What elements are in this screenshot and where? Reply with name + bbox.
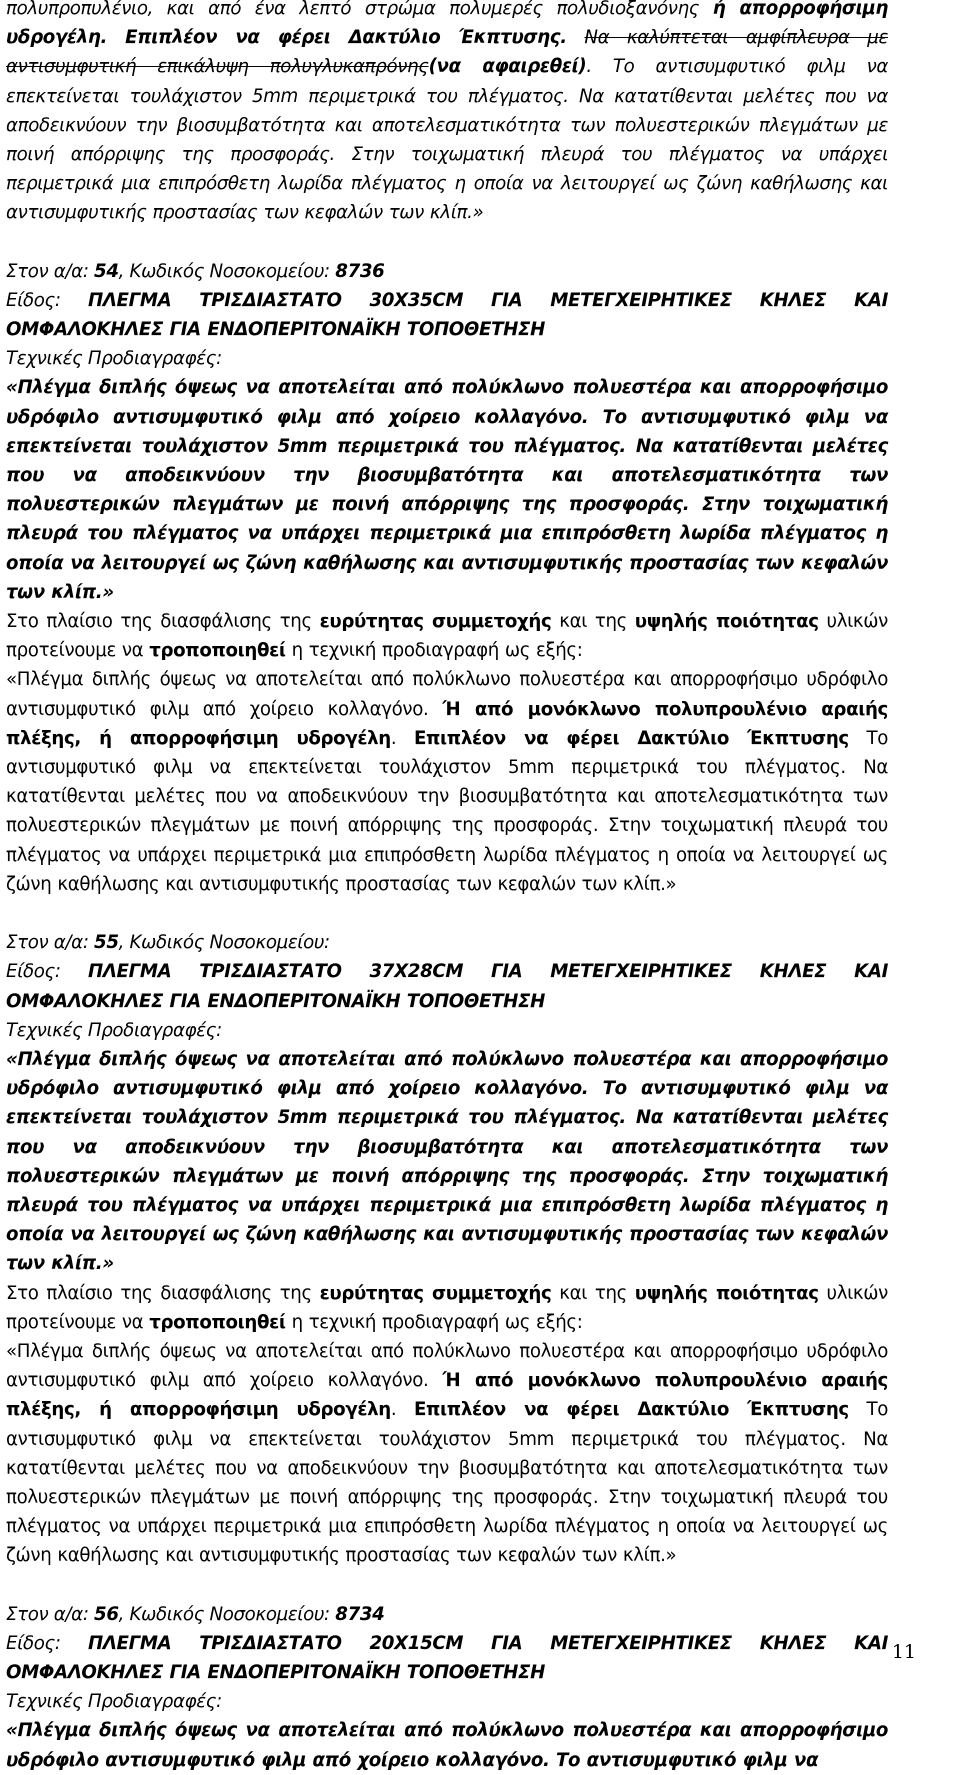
type-label: Είδος: [6,1632,88,1654]
page-number: 11 [891,1641,916,1663]
proposal-text [6,665,888,899]
bold-text-run: Επιπλέον να φέρει Δακτύλιο Έκπτυσης [413,727,849,749]
text-run: «Πλέγμα διπλής όψεως να αποτελείται από πολύκλωνο πολυεστέρα και απορροφήσιμο υδρόφιλο αντισυμφυτικό φιλμ από χοίρειο κολλαγόνο. [6,1340,888,1392]
type-value: ΠΛΕΓΜΑ ΤΡΙΣΔΙΑΣΤΑΤΟ 20Χ15CM ΓΙΑ ΜΕΤΕΓΧΕΙΡΗΤΙΚΕΣ ΚΗΛΕΣ ΚΑΙ ΟΜΦΑΛΟΚΗΛΕΣ ΓΙΑ ΕΝΔΟΠΕΡΙΤΟΝΑΪΚΗ ΤΟΠΟΘΕΤΗΣΗ [6,1632,888,1683]
item-section-55 [6,928,888,1570]
text-run: Το αντισυμφυτικό φιλμ να επεκτείνεται τουλάχιστον 5mm περιμετρικά του πλέγματος. Να κατατίθενται μελέτες που να αποδεικνύουν την βιοσυμβατότητα και αποτελεσματικότητα των πολυεστερικών πλεγμάτων με ποινή απόρριψης της προσφοράς. Στην τοιχωματική πλευρά του πλέγματος να υπάρχει περιμετρικά μια επιπρόσθετη λωρίδα πλέγματος η οποία να λειτουργεί ως ζώνη καθήλωσης και αντισυμφυτικής προστασίας των κεφαλών των κλίπ.» [6,1399,888,1567]
type-value: ΠΛΕΓΜΑ ΤΡΙΣΔΙΑΣΤΑΤΟ 30Χ35CM ΓΙΑ ΜΕΤΕΓΧΕΙΡΗΤΙΚΕΣ ΚΗΛΕΣ ΚΑΙ ΟΜΦΑΛΟΚΗΛΕΣ ΓΙΑ ΕΝΔΟΠΕΡΙΤΟΝΑΪΚΗ ΤΟΠΟΘΕΤΗΣΗ [6,289,888,341]
hospital-code: 8736 [335,260,385,282]
aa-number: 55 [94,932,119,954]
struck-text-run: Να καλύπτεται αμφίπλευρα με αντισυμφυτική επικάλυψη πολυγλυκαπρόνης [6,27,888,78]
text-run [567,27,585,48]
item-header [6,257,888,286]
item-section-56 [6,1600,888,1775]
continued-paragraph [6,0,888,228]
proposal-intro [6,607,888,665]
code-label: , Κωδικός Νοσοκομείου: [118,1603,336,1625]
hospital-code: 8734 [335,1603,385,1625]
proposal-intro [6,1279,888,1337]
code-label: , Κωδικός Νοσοκομείου: [118,260,336,282]
specs-label: Τεχνικές Προδιαγραφές: [6,1019,222,1041]
bold-text-run: ευρύτητας συμμετοχής [319,1282,552,1304]
specs-label: Τεχνικές Προδιαγραφές: [6,348,222,370]
text-run: και της [551,611,635,633]
bold-text-run: υψηλής ποιότητας [634,611,819,633]
aa-number: 54 [94,260,119,282]
type-label: Είδος: [6,961,88,983]
specs-label: Τεχνικές Προδιαγραφές: [6,1691,222,1713]
item-header [6,1600,888,1629]
bold-text-run: (να αφαιρεθεί) [428,56,587,78]
bold-text-run: Ή από μονόκλωνο πολυπρουλένιο αραιής πλέξης, ή απορροφήσιμη υδρογέλη [6,1370,888,1421]
bold-text-run: Ή από μονόκλωνο πολυπρουλένιο αραιής πλέξης, ή απορροφήσιμη υδρογέλη [6,698,888,749]
text-run: πολυπροπυλένιο, και από ένα λεπτό στρώμα πολυμερές πολυδιοξανόνης [6,0,713,19]
aa-label: Στον α/α: [6,260,95,282]
spacer [6,228,888,257]
bold-text-run: Επιπλέον να φέρει Δακτύλιο Έκπτυσης [413,1399,849,1421]
item-type [6,1629,888,1687]
text-run: . [390,727,414,749]
spec-text: «Πλέγμα διπλής όψεως να αποτελείται από πολύκλωνο πολυεστέρα και απορροφήσιμο υδρόφιλο αντισυμφυτικό φιλμ από χοίρειο κολλαγόνο. Το αντισυμφυτικό φιλμ να επεκτείνεται τουλάχιστον 5mm περιμετρικά του πλέγματος. Να κατατίθενται μελέτες που να αποδεικνύουν την βιοσυμβατότητα και αποτελεσματικότητα των πολυεστερικών πλεγμάτων με ποινή απόρριψης της προσφοράς. Στην τοιχωματική πλευρά του πλέγματος να υπάρχει περιμετρικά μια επιπρόσθετη λωρίδα πλέγματος η οποία να λειτουργεί ως ζώνη καθήλωσης και αντισυμφυτικής προστασίας των κεφαλών των κλίπ.» [6,1048,888,1275]
bold-text-run: τροποποιηθεί [149,1311,286,1333]
text-run: και της [551,1282,635,1304]
bold-text-run: ευρύτητας συμμετοχής [319,611,552,633]
aa-label: Στον α/α: [6,932,95,954]
spec-text: «Πλέγμα διπλής όψεως να αποτελείται από πολύκλωνο πολυεστέρα και απορροφήσιμο υδρόφιλο αντισυμφυτικό φιλμ από χοίρειο κολλαγόνο. Το αντισυμφυτικό φιλμ να επεκτείνεται τουλάχιστον 5mm περιμετρικά του πλέγματος. Να κατατίθενται μελέτες που να αποδεικνύουν την βιοσυμβατότητα και αποτελεσματικότητα των πολυεστερικών πλεγμάτων με ποινή απόρριψης της προσφοράς. Στην τοιχωματική πλευρά του πλέγματος να υπάρχει περιμετρικά μια επιπρόσθετη λωρίδα πλέγματος η οποία να λειτουργεί ως ζώνη καθήλωσης και αντισυμφυτικής προστασίας των κεφαλών των κλίπ.» [6,377,888,603]
text-run: υλικών προτείνουμε να [6,611,888,662]
aa-number: 56 [94,1603,119,1625]
text-run: . Το αντισυμφυτικό φιλμ να επεκτείνεται τουλάχιστον 5mm περιμετρικά του πλέγματος. Να κατατίθενται μελέτες που να αποδεικνύουν την βιοσυμβατότητα και αποτελεσματικότητα των πολυεστερικών πλεγμάτων με ποινή απόρριψης της προσφοράς. Στην τοιχωματική πλευρά του πλέγματος να υπάρχει περιμετρικά μια επιπρόσθετη λωρίδα πλέγματος η οποία να λειτουργεί ως ζώνη καθήλωσης και αντισυμφυτικής προστασίας των κεφαλών των κλίπ.» [6,56,889,224]
document-page [6,0,888,1775]
type-value: ΠΛΕΓΜΑ ΤΡΙΣΔΙΑΣΤΑΤΟ 37Χ28CM ΓΙΑ ΜΕΤΕΓΧΕΙΡΗΤΙΚΕΣ ΚΗΛΕΣ ΚΑΙ ΟΜΦΑΛΟΚΗΛΕΣ ΓΙΑ ΕΝΔΟΠΕΡΙΤΟΝΑΪΚΗ ΤΟΠΟΘΕΤΗΣΗ [6,961,888,1012]
code-label: , Κωδικός Νοσοκομείου: [118,932,330,954]
text-run: η τεχνική προδιαγραφή ως εξής: [285,1311,583,1333]
proposal-text [6,1337,888,1571]
item-type [6,286,888,344]
bold-text-run: ή απορροφήσιμη υδρογέλη. Επιπλέον να φέρει Δακτύλιο Έκπτυσης. [6,0,888,49]
type-label: Είδος: [6,289,88,311]
text-run: Στο πλαίσιο της διασφάλισης της [6,611,320,633]
item-section-54 [6,257,888,899]
spacer [6,899,888,928]
text-run: «Πλέγμα διπλής όψεως να αποτελείται από πολύκλωνο πολυεστέρα και απορροφήσιμο υδρόφιλο αντισυμφυτικό φιλμ από χοίρειο κολλαγόνο. [6,669,888,720]
spec-text-partial: «Πλέγμα διπλής όψεως να αποτελείται από πολύκλωνο πολυεστέρα και απορροφήσιμο υδρόφιλο αντισυμφυτικό φιλμ από χοίρειο κολλαγόνο. Το αντισυμφυτικό φιλμ να [6,1720,888,1771]
text-run: Το αντισυμφυτικό φιλμ να επεκτείνεται τουλάχιστον 5mm περιμετρικά του πλέγματος. Να κατατίθενται μελέτες που να αποδεικνύουν την βιοσυμβατότητα και αποτελεσματικότητα των πολυεστερικών πλεγμάτων με ποινή απόρριψης της προσφοράς. Στην τοιχωματική πλευρά του πλέγματος να υπάρχει περιμετρικά μια επιπρόσθετη λωρίδα πλέγματος η οποία να λειτουργεί ως ζώνη καθήλωσης και αντισυμφυτικής προστασίας των κεφαλών των κλίπ.» [6,727,888,895]
text-run: η τεχνική προδιαγραφή ως εξής: [285,640,583,662]
bold-text-run: υψηλής ποιότητας [634,1282,819,1304]
item-header [6,928,888,957]
aa-label: Στον α/α: [6,1603,95,1625]
text-run: υλικών προτείνουμε να [6,1282,888,1333]
text-run: . [390,1399,414,1421]
spacer [6,1571,888,1600]
item-type [6,957,888,1015]
bold-text-run: τροποποιηθεί [149,640,286,662]
text-run: Στο πλαίσιο της διασφάλισης της [6,1282,320,1304]
